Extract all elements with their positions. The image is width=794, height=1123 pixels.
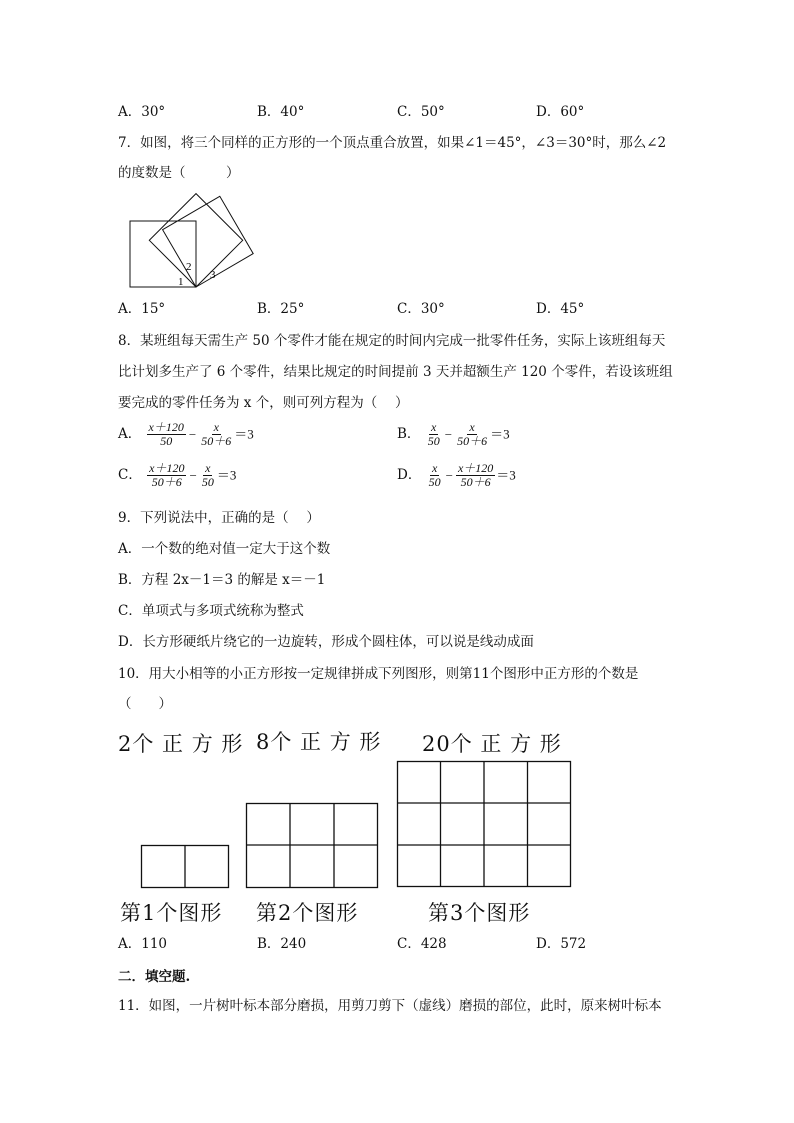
q8-option-d: D． $\frac{x}{50}$ − $\frac{x+120}{50+6}$ ＝3 (397, 461, 516, 489)
q9-option-c: C．单项式与多项式统称为整式 (118, 603, 304, 619)
q10-figure-1-grid (141, 845, 229, 888)
q8-stem-line2: 比计划多生产了 6 个零件，结果比规定的时间提前 3 天并超额生产 120 个零件，若设该班组 (118, 364, 673, 380)
q10-figure-name-2: 第2个图形 (256, 901, 359, 925)
q7-option-d: D．45° (536, 301, 585, 317)
q6-option-c: C．50° (397, 104, 445, 120)
q9-stem: 9．下列说法中，正确的是（ ） (118, 510, 320, 526)
q7-option-c: C．30° (397, 301, 445, 317)
q7-option-b: B．25° (257, 301, 305, 317)
q8-option-c: C． $\frac{x+120}{50+6}$ − $\frac{x}{50}$ ＝3 (118, 461, 237, 489)
q8-option-b: B． $\frac{x}{50}$ − $\frac{x}{50+6}$ ＝3 (397, 420, 510, 448)
q9-option-d: D．长方形硬纸片绕它的一边旋转，形成个圆柱体，可以说是线动成面 (118, 634, 534, 650)
square-3 (163, 196, 254, 287)
q7-option-a: A．15° (118, 301, 166, 317)
q10-stem-line1: 10．用大小相等的小正方形按一定规律拼成下列图形，则第11个图形中正方形的个数是 (118, 666, 639, 682)
q7-three-squares-figure (120, 188, 270, 293)
q9-option-a: A．一个数的绝对值一定大于这个数 (118, 541, 331, 557)
q6-option-b: B．40° (257, 104, 305, 120)
q10-stem-line2: （ ） (118, 696, 172, 712)
q10-option-d: D．572 (536, 936, 587, 952)
q7-stem-line2: 的度数是（ ） (118, 165, 240, 181)
q6-option-d: D．60° (536, 104, 585, 120)
q10-figure-name-1: 第1个图形 (120, 901, 223, 925)
q8-stem-line3: 要完成的零件任务为 x 个，则可列方程为（ ） (118, 395, 409, 411)
angle-label-3: 3 (210, 269, 216, 281)
q10-option-a: A．110 (118, 936, 168, 952)
section-title-fill-in: 二．填空题. (118, 969, 191, 985)
q7-stem-line1: 7．如图，将三个同样的正方形的一个顶点重合放置，如果∠1＝45°，∠3＝30°时，那么∠2 (118, 135, 667, 151)
q8-option-a: A． $\frac{x+120}{50}$ − $\frac{x}{50+6}$ ＝3 (118, 420, 254, 448)
q10-option-b: B．240 (257, 936, 307, 952)
angle-label-2: 2 (186, 261, 192, 273)
q10-option-c: C．428 (397, 936, 447, 952)
q10-count-label-1: 2个 正 方 形 (118, 732, 244, 756)
q10-count-label-3: 20个 正 方 形 (422, 732, 562, 756)
q10-figure-2-grid (246, 803, 378, 888)
q10-figure-name-3: 第3个图形 (428, 901, 531, 925)
q10-count-label-2: 8个 正 方 形 (256, 730, 382, 754)
q6-option-a: A．30° (118, 104, 166, 120)
angle-label-1: 1 (178, 276, 184, 288)
q9-option-b: B．方程 2x－1＝3 的解是 x＝－1 (118, 572, 326, 588)
q11-stem-line1: 11．如图，一片树叶标本部分磨损，用剪刀剪下（虚线）磨损的部位，此时，原来树叶标本 (118, 998, 662, 1014)
q10-figure-3-grid (397, 761, 571, 887)
q8-stem-line1: 8．某班组每天需生产 50 个零件才能在规定的时间内完成一批零件任务，实际上该班组每天 (118, 333, 666, 349)
